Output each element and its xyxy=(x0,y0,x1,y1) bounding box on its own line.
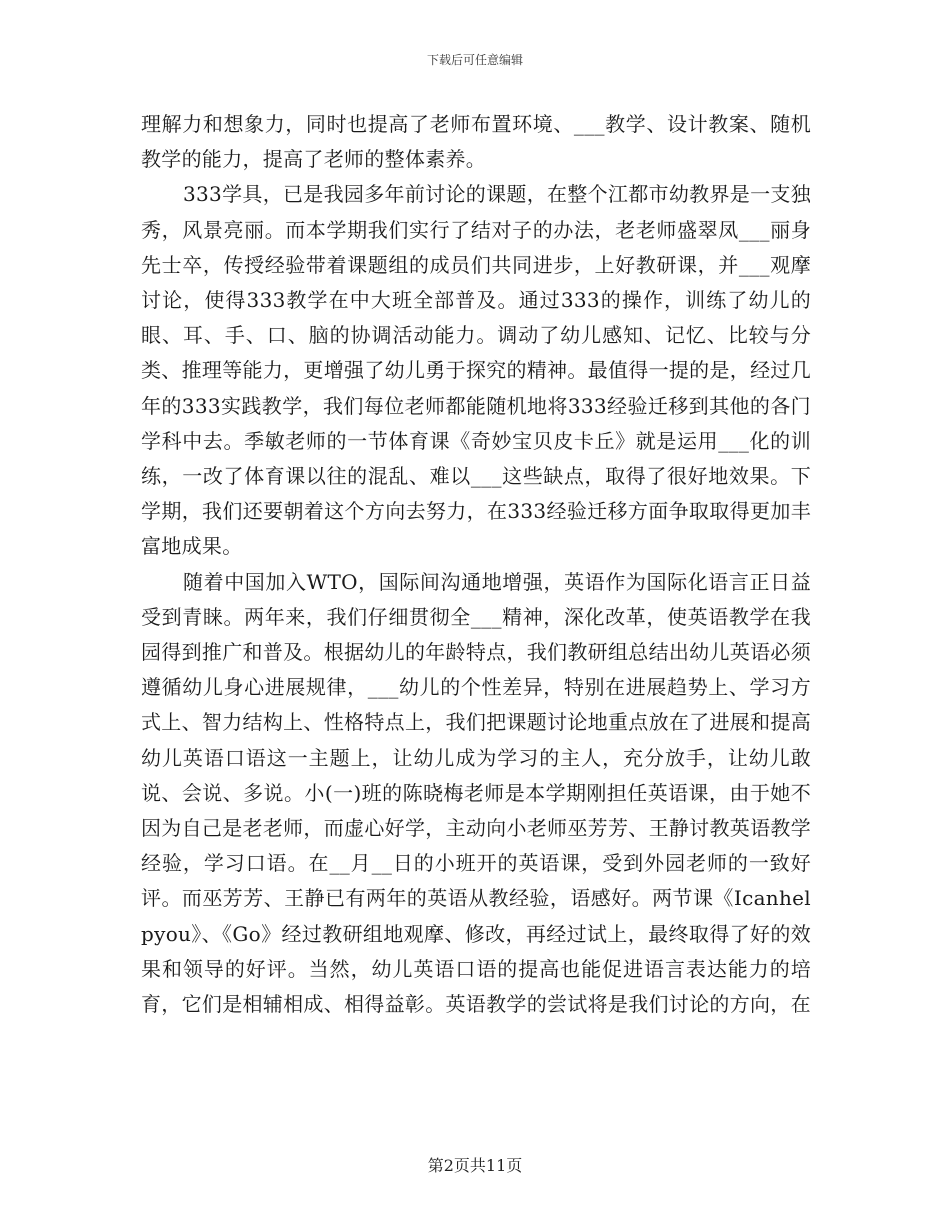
page-header-note: 下载后可任意编辑 xyxy=(426,53,523,67)
paragraph-english-teaching: 随着中国加入WTO，国际间沟通地增强，英语作为国际化语言正日益受到青睐。两年来，我们仔细贯彻全___精神，深化改革，使英语教学在我园得到推广和普及。根据幼儿的年龄特点，我们教研组总结出幼儿英语必须遵循幼儿身心进展规律，___幼儿的个性差异，特别在进展趋势上、学习方式上、智力结构上、性格特点上，我们把课题讨论地重点放在了进展和提高幼儿英语口语这一主题上，让幼儿成为学习的主人，充分放手，让幼儿敢说、会说、多说。小(一)班的陈晓梅老师是本学期刚担任英语课，由于她不因为自己是老老师，而虚心好学，主动向小老师巫芳芳、王静讨教英语教学经验，学习口语。在__月__日的小班开的英语课，受到外园老师的一致好评。而巫芳芳、王静已有两年的英语从教经验，语感好。两节课《Icanhelpyou》、《Go》经过教研组地观摩、修改，再经过试上，最终取得了好的效果和领导的好评。当然，幼儿英语口语的提高也能促进语言表达能力的培育，它们是相辅相成、相得益彰。英语教学的尝试将是我们讨论的方向，在 xyxy=(141,569,811,1017)
paragraph-continuation: 理解力和想象力，同时也提高了老师布置环境、___教学、设计教案、随机教学的能力，提高了老师的整体素养。 xyxy=(141,112,811,172)
page-number: 第2页共11页 xyxy=(427,1156,523,1175)
paragraph-333-learning-tools: 333学具，已是我园多年前讨论的课题，在整个江都市幼教界是一支独秀，风景亮丽。而本学期我们实行了结对子的办法，老老师盛翠凤___丽身先士卒，传授经验带着课题组的成员们共同进步，上好教研课，并___观摩讨论，使得333教学在中大班全部普及。通过333的操作，训练了幼儿的眼、耳、手、口、脑的协调活动能力。调动了幼儿感知、记忆、比较与分类、推理等能力，更增强了幼儿勇于探究的精神。最值得一提的是，经过几年的333实践教学，我们每位老师都能随机地将333经验迁移到其他的各门学科中去。季敏老师的一节体育课《奇妙宝贝皮卡丘》就是运用___化的训练，一改了体育课以往的混乱、难以___这些缺点，取得了很好地效果。下学期，我们还要朝着这个方向去努力，在333经验迁移方面争取取得更加丰富地成果。 xyxy=(141,182,811,559)
document-body xyxy=(141,107,811,1022)
